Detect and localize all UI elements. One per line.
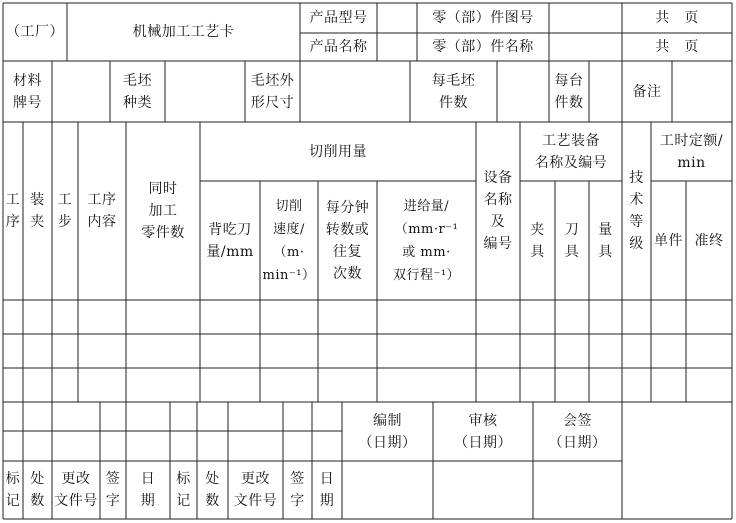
col-process: 工 序 bbox=[5, 192, 21, 230]
col-spindle-speed: 每分钟 转数或 往复 次数 bbox=[325, 199, 370, 282]
product-model-value[interactable] bbox=[377, 3, 417, 33]
product-name-value[interactable] bbox=[377, 33, 417, 61]
pieces-per-unit-value[interactable] bbox=[589, 61, 622, 122]
date-label: 日 期 bbox=[140, 471, 156, 509]
col-setup: 装 夹 bbox=[30, 192, 45, 230]
part-name-label: 零（部）件名称 bbox=[432, 39, 534, 55]
material-grade-value[interactable] bbox=[52, 61, 110, 122]
remarks-label: 备注 bbox=[632, 83, 662, 100]
part-number-value[interactable] bbox=[549, 3, 622, 33]
col-time-quota: 工时定额/ min bbox=[659, 132, 724, 171]
product-model-label: 产品型号 bbox=[309, 10, 368, 26]
countersigned-date-label: 会签 （日期） bbox=[548, 412, 607, 451]
revision-mark-label: 标 记 bbox=[5, 471, 21, 509]
signature-label: 签 字 bbox=[105, 471, 121, 509]
material-grade-label: 材料 牌号 bbox=[13, 72, 42, 111]
col-fixture: 夹 具 bbox=[530, 221, 545, 260]
pieces-per-unit-label: 每台 件数 bbox=[554, 72, 584, 111]
col-feed-rate: 进给量/ （mm·r⁻¹ 或 mm· 双行程⁻¹） bbox=[392, 198, 461, 283]
revision-count-label-2: 处 数 bbox=[205, 471, 220, 509]
blank-size-label: 毛坯外 形尺寸 bbox=[250, 72, 295, 111]
blank-type-value[interactable] bbox=[165, 61, 245, 122]
part-number-label: 零（部）件图号 bbox=[432, 10, 534, 26]
col-depth-of-cut: 背吃刀 量/mm bbox=[206, 221, 254, 260]
page-label: 共 页 bbox=[655, 39, 699, 55]
change-doc-number-label-2: 更改 文件号 bbox=[233, 471, 278, 509]
pieces-per-blank-label: 每毛坯 件数 bbox=[431, 72, 476, 111]
revision-count-label: 处 数 bbox=[30, 471, 45, 509]
total-pages-label: 共 页 bbox=[655, 10, 699, 26]
change-doc-number-label: 更改 文件号 bbox=[54, 471, 98, 509]
col-equipment: 设备 名称 及 编号 bbox=[483, 170, 513, 252]
blank-size-value[interactable] bbox=[300, 61, 410, 122]
remarks-value[interactable] bbox=[672, 61, 732, 122]
col-setup-time: 准终 bbox=[694, 232, 724, 249]
revision-mark-label-2: 标 记 bbox=[176, 471, 191, 509]
pieces-per-blank-value[interactable] bbox=[497, 61, 549, 122]
col-tooling: 工艺装备 名称及编号 bbox=[534, 132, 608, 171]
signature-label-2: 签 字 bbox=[290, 471, 305, 509]
col-simultaneous-parts: 同时 加工 零件数 bbox=[141, 181, 185, 241]
card-title: 机械加工工艺卡 bbox=[132, 24, 235, 40]
col-unit-time: 单件 bbox=[654, 232, 683, 249]
col-process-content: 工序 内容 bbox=[87, 192, 117, 230]
product-name-label: 产品名称 bbox=[309, 39, 368, 55]
col-cutting-speed: 切削 速度/ （m· min⁻¹） bbox=[262, 198, 316, 283]
compiled-date-label: 编制 （日期） bbox=[358, 412, 417, 451]
col-cutter: 刀 具 bbox=[564, 221, 580, 260]
col-tech-grade: 技 术 等 级 bbox=[629, 170, 644, 252]
date-label-2: 日 期 bbox=[319, 471, 335, 509]
factory-name: （工厂） bbox=[6, 24, 64, 40]
reviewed-date-label: 审核 （日期） bbox=[454, 412, 512, 451]
part-name-value[interactable] bbox=[549, 33, 622, 61]
col-gauge: 量 具 bbox=[598, 221, 613, 260]
col-cutting-parameters: 切削用量 bbox=[309, 143, 367, 160]
col-step: 工 步 bbox=[57, 192, 73, 230]
blank-type-label: 毛坯 种类 bbox=[123, 72, 152, 111]
